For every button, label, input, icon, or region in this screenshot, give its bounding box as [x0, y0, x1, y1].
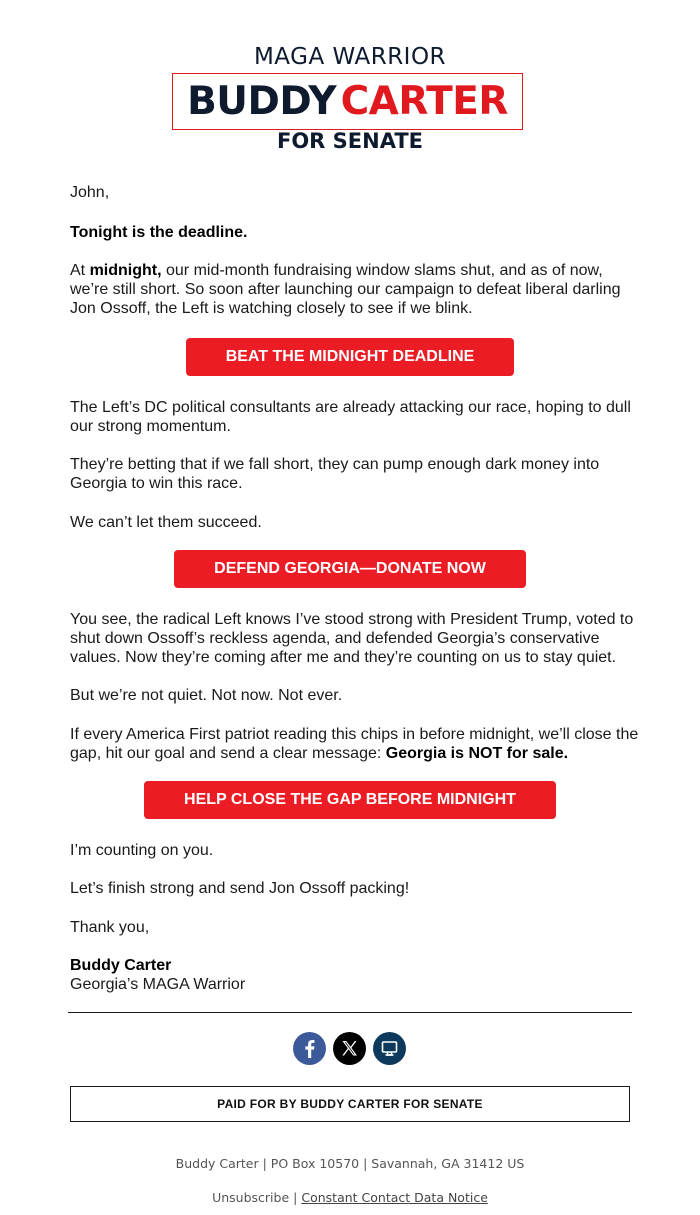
footer-separator: |: [293, 1190, 298, 1205]
paragraph-finish-strong: Let’s finish strong and send Jon Ossoff packing!: [70, 880, 410, 897]
paid-for-disclaimer: PAID FOR BY BUDDY CARTER FOR SENATE: [70, 1086, 630, 1122]
website-icon[interactable]: [373, 1032, 406, 1065]
signer-name: Buddy Carter: [70, 957, 172, 974]
unsubscribe-link[interactable]: Unsubscribe: [212, 1190, 290, 1205]
paragraph-midnight-prefix: At: [70, 262, 90, 279]
close-gap-button[interactable]: HELP CLOSE THE GAP BEFORE MIDNIGHT: [144, 781, 556, 819]
paragraph-midnight-rest: our mid-month fundraising window slams shut, and as of now, we’re still short. So soon after launching our campaign to defeat liberal darling Jon Ossoff, the Left is watching closely to see if we blink.: [70, 262, 621, 317]
paragraph-radical-left: You see, the radical Left knows I’ve stood strong with President Trump, voted to shut down Ossoff’s reckless agenda, and defended Georgia’s conservative values. Now they’re coming after me and they’re counting on us to stay quiet.: [70, 611, 634, 666]
logo-subtitle: FOR SENATE: [276, 129, 423, 153]
x-icon[interactable]: [333, 1032, 366, 1065]
paragraph-dark-money: They’re betting that if we fall short, they can pump enough dark money into Georgia to win this race.: [70, 456, 600, 492]
signoff: Thank you,: [70, 919, 150, 936]
logo-last-name: CARTER: [340, 79, 508, 124]
logo-name-box: [172, 73, 523, 130]
greeting: John,: [70, 184, 110, 201]
paragraph-close-gap-bold: Georgia is NOT for sale.: [385, 745, 569, 762]
paragraph-counting: I’m counting on you.: [70, 842, 214, 859]
divider: [68, 1012, 632, 1013]
beat-deadline-button[interactable]: BEAT THE MIDNIGHT DEADLINE: [186, 338, 514, 376]
paragraph-midnight-bold: midnight,: [89, 262, 162, 279]
facebook-icon[interactable]: [293, 1032, 326, 1065]
paragraph-succeed: We can’t let them succeed.: [70, 514, 262, 531]
footer-links: [0, 1190, 700, 1205]
signature-name: [70, 956, 640, 975]
signer-title: Georgia’s MAGA Warrior: [70, 976, 246, 993]
donate-now-button[interactable]: DEFEND GEORGIA—DONATE NOW: [174, 550, 526, 588]
paragraph-midnight: [70, 261, 640, 318]
logo-tagline: MAGA WARRIOR: [253, 44, 447, 70]
paragraph-consultants: The Left’s DC political consultants are already attacking our race, hoping to dull our strong momentum.: [70, 399, 631, 435]
paragraph-close-gap-prefix: If every America First patriot reading this chips in before midnight, we’ll close the gap, hit our goal and send a clear message:: [70, 726, 639, 762]
paragraph-not-quiet: But we’re not quiet. Not now. Not ever.: [70, 687, 343, 704]
paragraph-close-gap: [70, 725, 640, 763]
deadline-text: Tonight is the deadline.: [70, 224, 248, 241]
logo-first-name: BUDDY: [187, 79, 337, 124]
deadline-heading: [70, 223, 640, 242]
data-notice-link[interactable]: Constant Contact Data Notice: [301, 1190, 488, 1205]
footer-address: Buddy Carter | PO Box 10570 | Savannah, GA 31412 US: [175, 1156, 525, 1171]
